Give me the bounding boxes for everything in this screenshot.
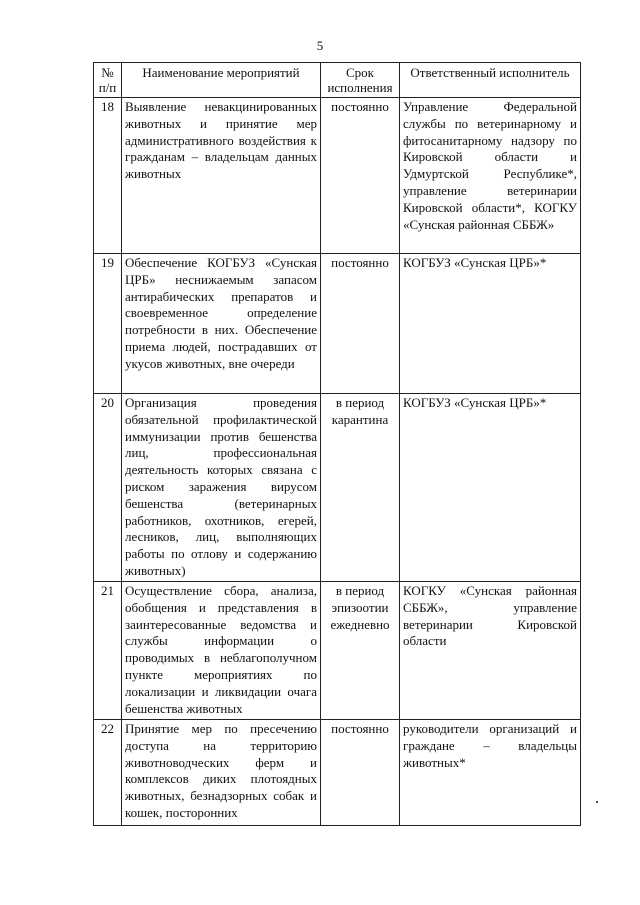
measure-term: постоянно bbox=[321, 720, 400, 826]
row-number: 21 bbox=[94, 582, 122, 720]
table-row bbox=[94, 582, 581, 720]
measure-term: в период карантина bbox=[321, 394, 400, 582]
header-name: Наименование мероприятий bbox=[122, 63, 321, 98]
measure-name: Принятие мер по пресечению доступа на территорию животноводческих ферм и комплексов диких плотоядных животных, безнадзорных собак и кошек, посторонних bbox=[122, 720, 321, 826]
table-row bbox=[94, 98, 581, 254]
header-responsible: Ответственный исполнитель bbox=[400, 63, 581, 98]
measure-term: в период эпизоотии ежедневно bbox=[321, 582, 400, 720]
row-number: 22 bbox=[94, 720, 122, 826]
measure-responsible: КОГБУЗ «Сунская ЦРБ»* bbox=[400, 394, 581, 582]
measure-term: постоянно bbox=[321, 254, 400, 394]
table-header-row bbox=[94, 63, 581, 98]
row-number: 20 bbox=[94, 394, 122, 582]
scan-dot bbox=[596, 801, 598, 803]
measure-term: постоянно bbox=[321, 98, 400, 254]
header-num: № п/п bbox=[94, 63, 122, 98]
row-number: 19 bbox=[94, 254, 122, 394]
measure-responsible: руководители организаций и граждане – владельцы животных* bbox=[400, 720, 581, 826]
table-row bbox=[94, 720, 581, 826]
table-row bbox=[94, 254, 581, 394]
measure-name: Организация проведения обязательной профилактической иммунизации против бешенства лиц, профессиональная деятельность которых связана с риском заражения вирусом бешенства (ветеринарных работников, охотников, егерей, лесников, лиц, выполняющих работы по отлову и содержанию животных) bbox=[122, 394, 321, 582]
table-row bbox=[94, 394, 581, 582]
measures-table bbox=[93, 62, 581, 826]
row-number: 18 bbox=[94, 98, 122, 254]
measure-name: Осуществление сбора, анализа, обобщения и представления в заинтересованные ведомства и службы информации о проводимых в неблагополучном пункте мероприятиях по локализации и ликвидации очага бешенства животных bbox=[122, 582, 321, 720]
measure-responsible: КОГКУ «Сунская районная СББЖ», управление ветеринарии Кировской области bbox=[400, 582, 581, 720]
page-number: 5 bbox=[316, 38, 324, 53]
measure-name: Обеспечение КОГБУЗ «Сунская ЦРБ» неснижаемым запасом антирабических препаратов и своевременное определение потребности в них. Обеспечение приема людей, пострадавших от укусов животных, вне очереди bbox=[122, 254, 321, 394]
header-term: Срок исполнения bbox=[321, 63, 400, 98]
measure-responsible: Управление Федеральной службы по ветеринарному и фитосанитарному надзору по Кировской области и Удмуртской Республике*, управление ветеринарии Кировской области*, КОГКУ «Сунская районная СББЖ» bbox=[400, 98, 581, 254]
measure-name: Выявление невакцинированных животных и принятие мер административного воздействия к гражданам – владельцам данных животных bbox=[122, 98, 321, 254]
measure-responsible: КОГБУЗ «Сунская ЦРБ»* bbox=[400, 254, 581, 394]
